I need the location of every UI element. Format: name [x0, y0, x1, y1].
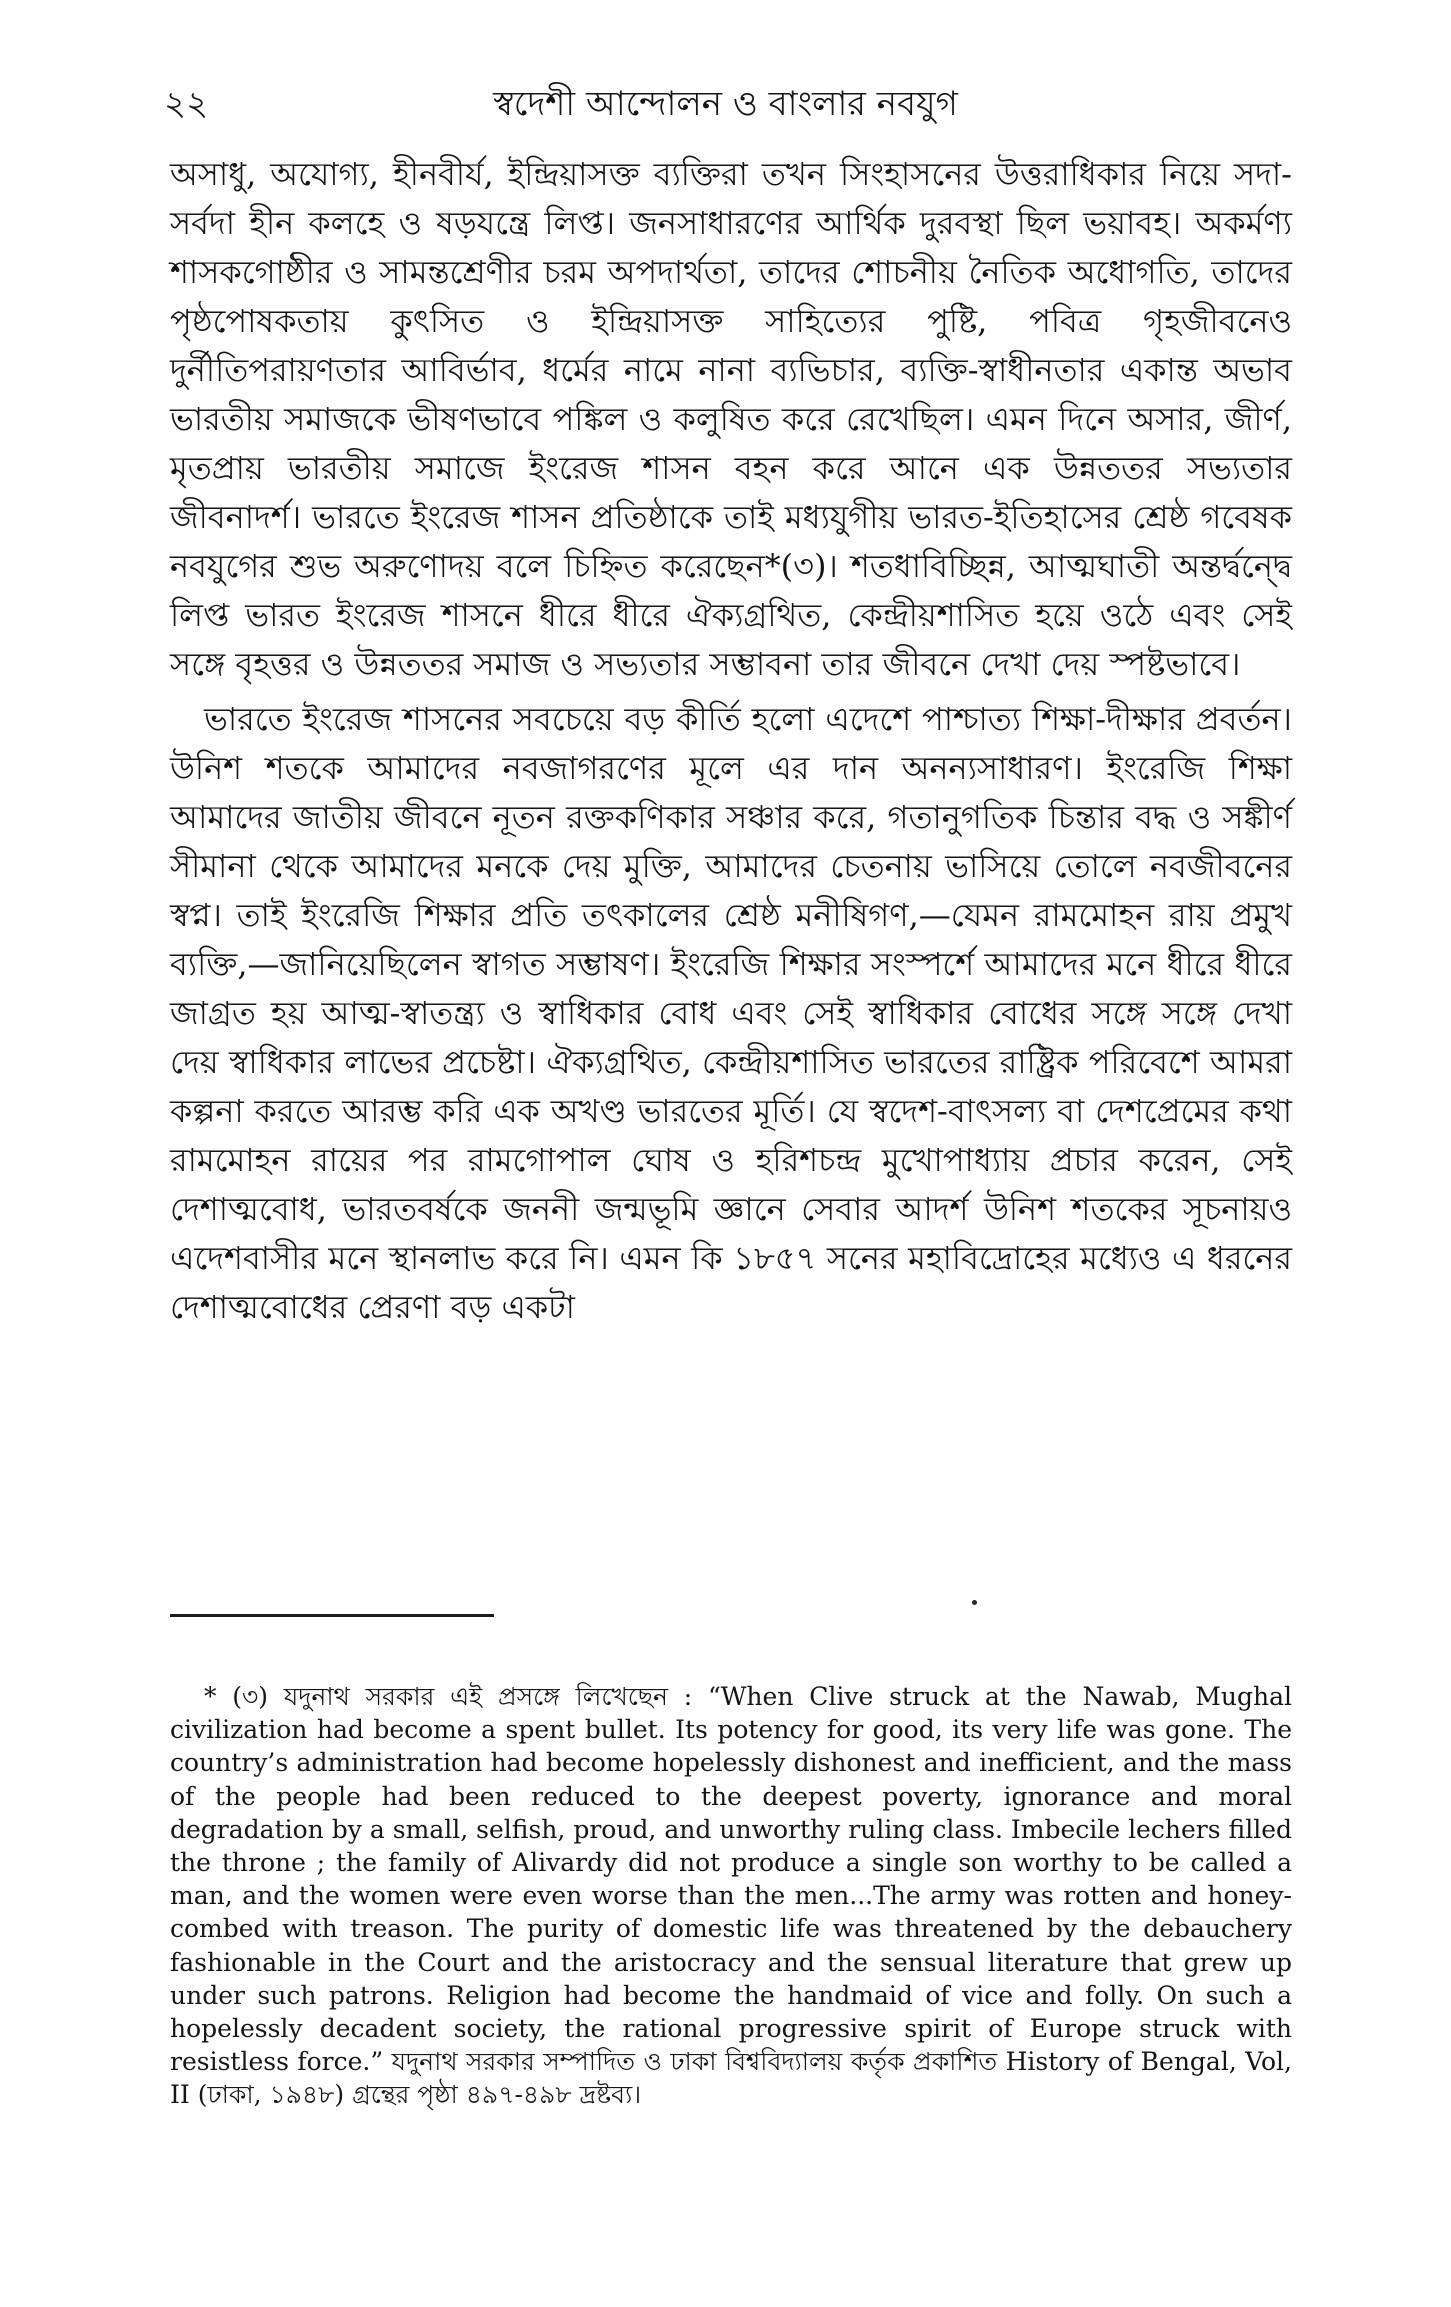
footnote-text: * (৩) যদুনাথ সরকার এই প্রসঙ্গে লিখেছেন : “When Clive struck at the Nawab, Mughal civilization had become a spent bullet. Its potency for good, its very life was gone. The country’s administration had become hopelessly dishonest and inefficient, and the mass of the people had been reduced to the deepest poverty, ignorance and moral degradation by a small, selfish, proud, and unworthy ruling class. Imbecile lechers filled the throne ; the family of Alivardy did not produce a single son worthy to be called a man, and the women were even worse than the men...The army was rotten and honey-combed with treason. The purity of domestic life was threatened by the debauchery fashionable in the Court and the aristocracy and the sensual literature that grew up under such patrons. Religion had become the handmaid of vice and folly. On such a hopelessly decadent society, the rational progressive spirit of Europe struck with resistless force.” যদুনাথ সরকার সম্পাদিত ও ঢাকা বিশ্ববিদ্যালয় কর্তৃক প্রকাশিত History of Bengal, Vol, II (ঢাকা, ১৯৪৮) গ্রন্থের পৃষ্ঠা ৪৯৭-৪৯৮ দ্রষ্টব্য।: [170, 1682, 1292, 2110]
footnote-separator: [170, 1614, 494, 1617]
main-text: [170, 150, 1292, 1332]
print-speck: [972, 1600, 977, 1605]
page-header: [158, 78, 1293, 140]
page-number: ২২: [164, 84, 209, 124]
running-title: স্বদেশী আন্দোলন ও বাংলার নবযুগ: [493, 84, 958, 124]
paragraph-western-education: ভারতে ইংরেজ শাসনের সবচেয়ে বড় কীর্তি হলো এদেশে পাশ্চাত্য শিক্ষা-দীক্ষার প্রবর্তন। উনিশ শতকে আমাদের নবজাগরণের মূলে এর দান অনন্যসাধারণ। ইংরেজি শিক্ষা আমাদের জাতীয় জীবনে নূতন রক্তকণিকার সঞ্চার করে, গতানুগতিক চিন্তার বদ্ধ ও সঙ্কীর্ণ সীমানা থেকে আমাদের মনকে দেয় মুক্তি, আমাদের চেতনায় ভাসিয়ে তোলে নবজীবনের স্বপ্ন। তাই ইংরেজি শিক্ষার প্রতি তৎকালের শ্রেষ্ঠ মনীষিগণ,—যেমন রামমোহন রায় প্রমুখ ব্যক্তি,—জানিয়েছিলেন স্বাগত সম্ভাষণ। ইংরেজি শিক্ষার সংস্পর্শে আমাদের মনে ধীরে ধীরে জাগ্রত হয় আত্ম-স্বাতন্ত্র্য ও স্বাধিকার বোধ এবং সেই স্বাধিকার বোধের সঙ্গে সঙ্গে দেখা দেয় স্বাধিকার লাভের প্রচেষ্টা। ঐক্যগ্রথিত, কেন্দ্রীয়শাসিত ভারতের রাষ্ট্রিক পরিবেশে আমরা কল্পনা করতে আরম্ভ করি এক অখণ্ড ভারতের মূর্তি। যে স্বদেশ-বাৎসল্য বা দেশপ্রেমের কথা রামমোহন রায়ের পর রামগোপাল ঘোষ ও হরিশচন্দ্র মুখোপাধ্যায় প্রচার করেন, সেই দেশাত্মবোধ, ভারতবর্ষকে জননী জন্মভূমি জ্ঞানে সেবার আদর্শ উনিশ শতকের সূচনায়ও এদেশবাসীর মনে স্থানলাভ করে নি। এমন কি ১৮৫৭ সনের মহাবিদ্রোহের মধ্যেও এ ধরনের দেশাত্মবোধের প্রেরণা বড় একটা: [170, 700, 1292, 1326]
footnote: [170, 1680, 1292, 2112]
paragraph-continuation: অসাধু, অযোগ্য, হীনবীর্য, ইন্দ্রিয়াসক্ত ব্যক্তিরা তখন সিংহাসনের উত্তরাধিকার নিয়ে সদা-সর্বদা হীন কলহে ও ষড়যন্ত্রে লিপ্ত। জনসাধারণের আর্থিক দুরবস্থা ছিল ভয়াবহ। অকর্মণ্য শাসকগোষ্ঠীর ও সামন্তশ্রেণীর চরম অপদার্থতা, তাদের শোচনীয় নৈতিক অধোগতি, তাদের পৃষ্ঠপোষকতায় কুৎসিত ও ইন্দ্রিয়াসক্ত সাহিত্যের পুষ্টি, পবিত্র গৃহজীবনেও দুর্নীতিপরায়ণতার আবির্ভাব, ধর্মের নামে নানা ব্যভিচার, ব্যক্তি-স্বাধীনতার একান্ত অভাব ভারতীয় সমাজকে ভীষণভাবে পঙ্কিল ও কলুষিত করে রেখেছিল। এমন দিনে অসার, জীর্ণ, মৃতপ্রায় ভারতীয় সমাজে ইংরেজ শাসন বহন করে আনে এক উন্নততর সভ্যতার জীবনাদর্শ। ভারতে ইংরেজ শাসন প্রতিষ্ঠাকে তাই মধ্যযুগীয় ভারত-ইতিহাসের শ্রেষ্ঠ গবেষক নবযুগের শুভ অরুণোদয় বলে চিহ্নিত করেছেন*(৩)। শতধাবিচ্ছিন্ন, আত্মঘাতী অন্তর্দ্বন্দ্বে লিপ্ত ভারত ইংরেজ শাসনে ধীরে ধীরে ঐক্যগ্রথিত, কেন্দ্রীয়শাসিত হয়ে ওঠে এবং সেই সঙ্গে বৃহত্তর ও উন্নততর সমাজ ও সভ্যতার সম্ভাবনা তার জীবনে দেখা দেয় স্পষ্টভাবে।: [170, 155, 1293, 683]
